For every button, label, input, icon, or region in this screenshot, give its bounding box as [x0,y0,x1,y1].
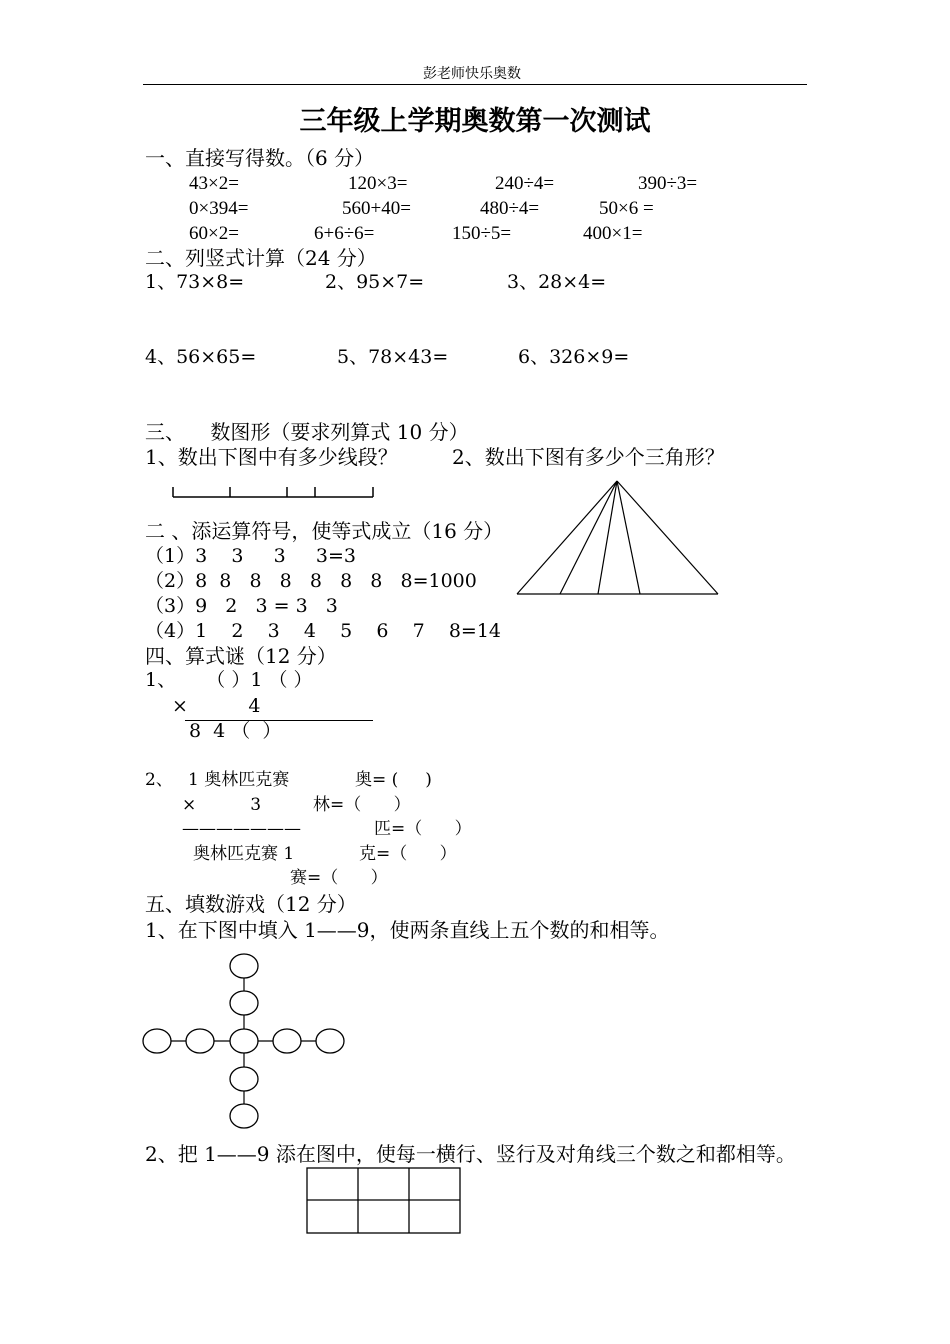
calc-item: 3、28×4= [507,271,607,293]
puzzle2-line1: 1 奥林匹克赛 [188,770,290,790]
section4-heading: 二 、添运算符号，使等式成立（16 分） [145,519,504,543]
section5-heading: 四、算式谜（12 分） [145,644,337,668]
calc-item: 1、73×8= [145,271,245,293]
blank-circle [186,1029,214,1053]
blank-circle [316,1029,344,1053]
puzzle2-label: 2、 [145,770,173,790]
equation-line: （4）1 2 3 4 5 6 7 8=14 [145,620,501,642]
equation-line: （1）3 3 3 3=3 [145,545,357,567]
problem: 390÷3= [638,173,698,194]
problem: 560+40= [342,198,411,219]
blank-circle [230,954,258,978]
blank-circle [230,1029,258,1053]
blank-circle [230,991,258,1015]
answer-ke: 克=（ ） [359,844,457,864]
segment-figure [168,484,378,502]
blank-circle [230,1067,258,1091]
calc-item: 6、326×9= [518,346,630,368]
page-header: 彭老师快乐奥数 [423,66,521,82]
answer-ao: 奥= ( ) [355,770,432,790]
question-triangles: 2、数出下图有多少个三角形？ [452,445,725,469]
problem: 120×3= [348,173,408,194]
blank-circle [143,1029,171,1053]
puzzle1-line1: 1、 （ ）1 （ ） [145,669,313,691]
problem: 150÷5= [452,223,512,244]
equation-line: （3）9 2 3 = 3 3 [145,595,338,617]
answer-pi: 匹=（ ） [374,819,472,839]
puzzle1-line3: 8 4 （ ） [189,720,282,742]
header-divider [143,84,807,85]
section1-heading: 一、直接写得数。（6 分） [145,146,375,170]
question-segments: 1、数出下图中有多少线段？ [145,445,398,469]
answer-lin: 林=（ ） [313,795,411,815]
blank-circle [230,1104,258,1128]
puzzle2-line2: × 3 [182,795,262,815]
section2-heading: 二、列竖式计算（24 分） [145,246,377,270]
section3-heading: 三、 数图形（要求列算式 10 分） [145,420,469,444]
cross-circle-figure [140,950,350,1135]
problem: 60×2= [189,223,239,244]
puzzle2-line4: 奥林匹克赛 1 [193,844,295,864]
problem: 240÷4= [495,173,555,194]
problem: 400×1= [583,223,643,244]
calc-item: 4、56×65= [145,346,257,368]
calc-item: 2、95×7= [325,271,425,293]
calc-item: 5、78×43= [337,346,449,368]
puzzle2-line3: ——————— [182,819,301,839]
equation-line: （2）8 8 8 8 8 8 8 8=1000 [145,570,477,592]
problem: 50×6 = [599,198,654,219]
problem: 43×2= [189,173,239,194]
puzzle1-line2: × 4 [172,695,261,717]
section6-heading: 五、填数游戏（12 分） [145,892,357,916]
triangle-figure [510,476,725,601]
problem: 0×394= [189,198,249,219]
page-title: 三年级上学期奥数第一次测试 [299,106,651,137]
answer-sai: 赛=（ ） [290,868,388,888]
question-cross: 1、在下图中填入 1——9，使两条直线上五个数的和相等。 [145,918,670,942]
question-magic-square: 2、把 1——9 添在图中，使每一横行、竖行及对角线三个数之和都相等。 [145,1142,796,1166]
problem: 480÷4= [480,198,540,219]
blank-circle [273,1029,301,1053]
magic-square-grid [306,1167,462,1235]
problem: 6+6÷6= [314,223,375,244]
